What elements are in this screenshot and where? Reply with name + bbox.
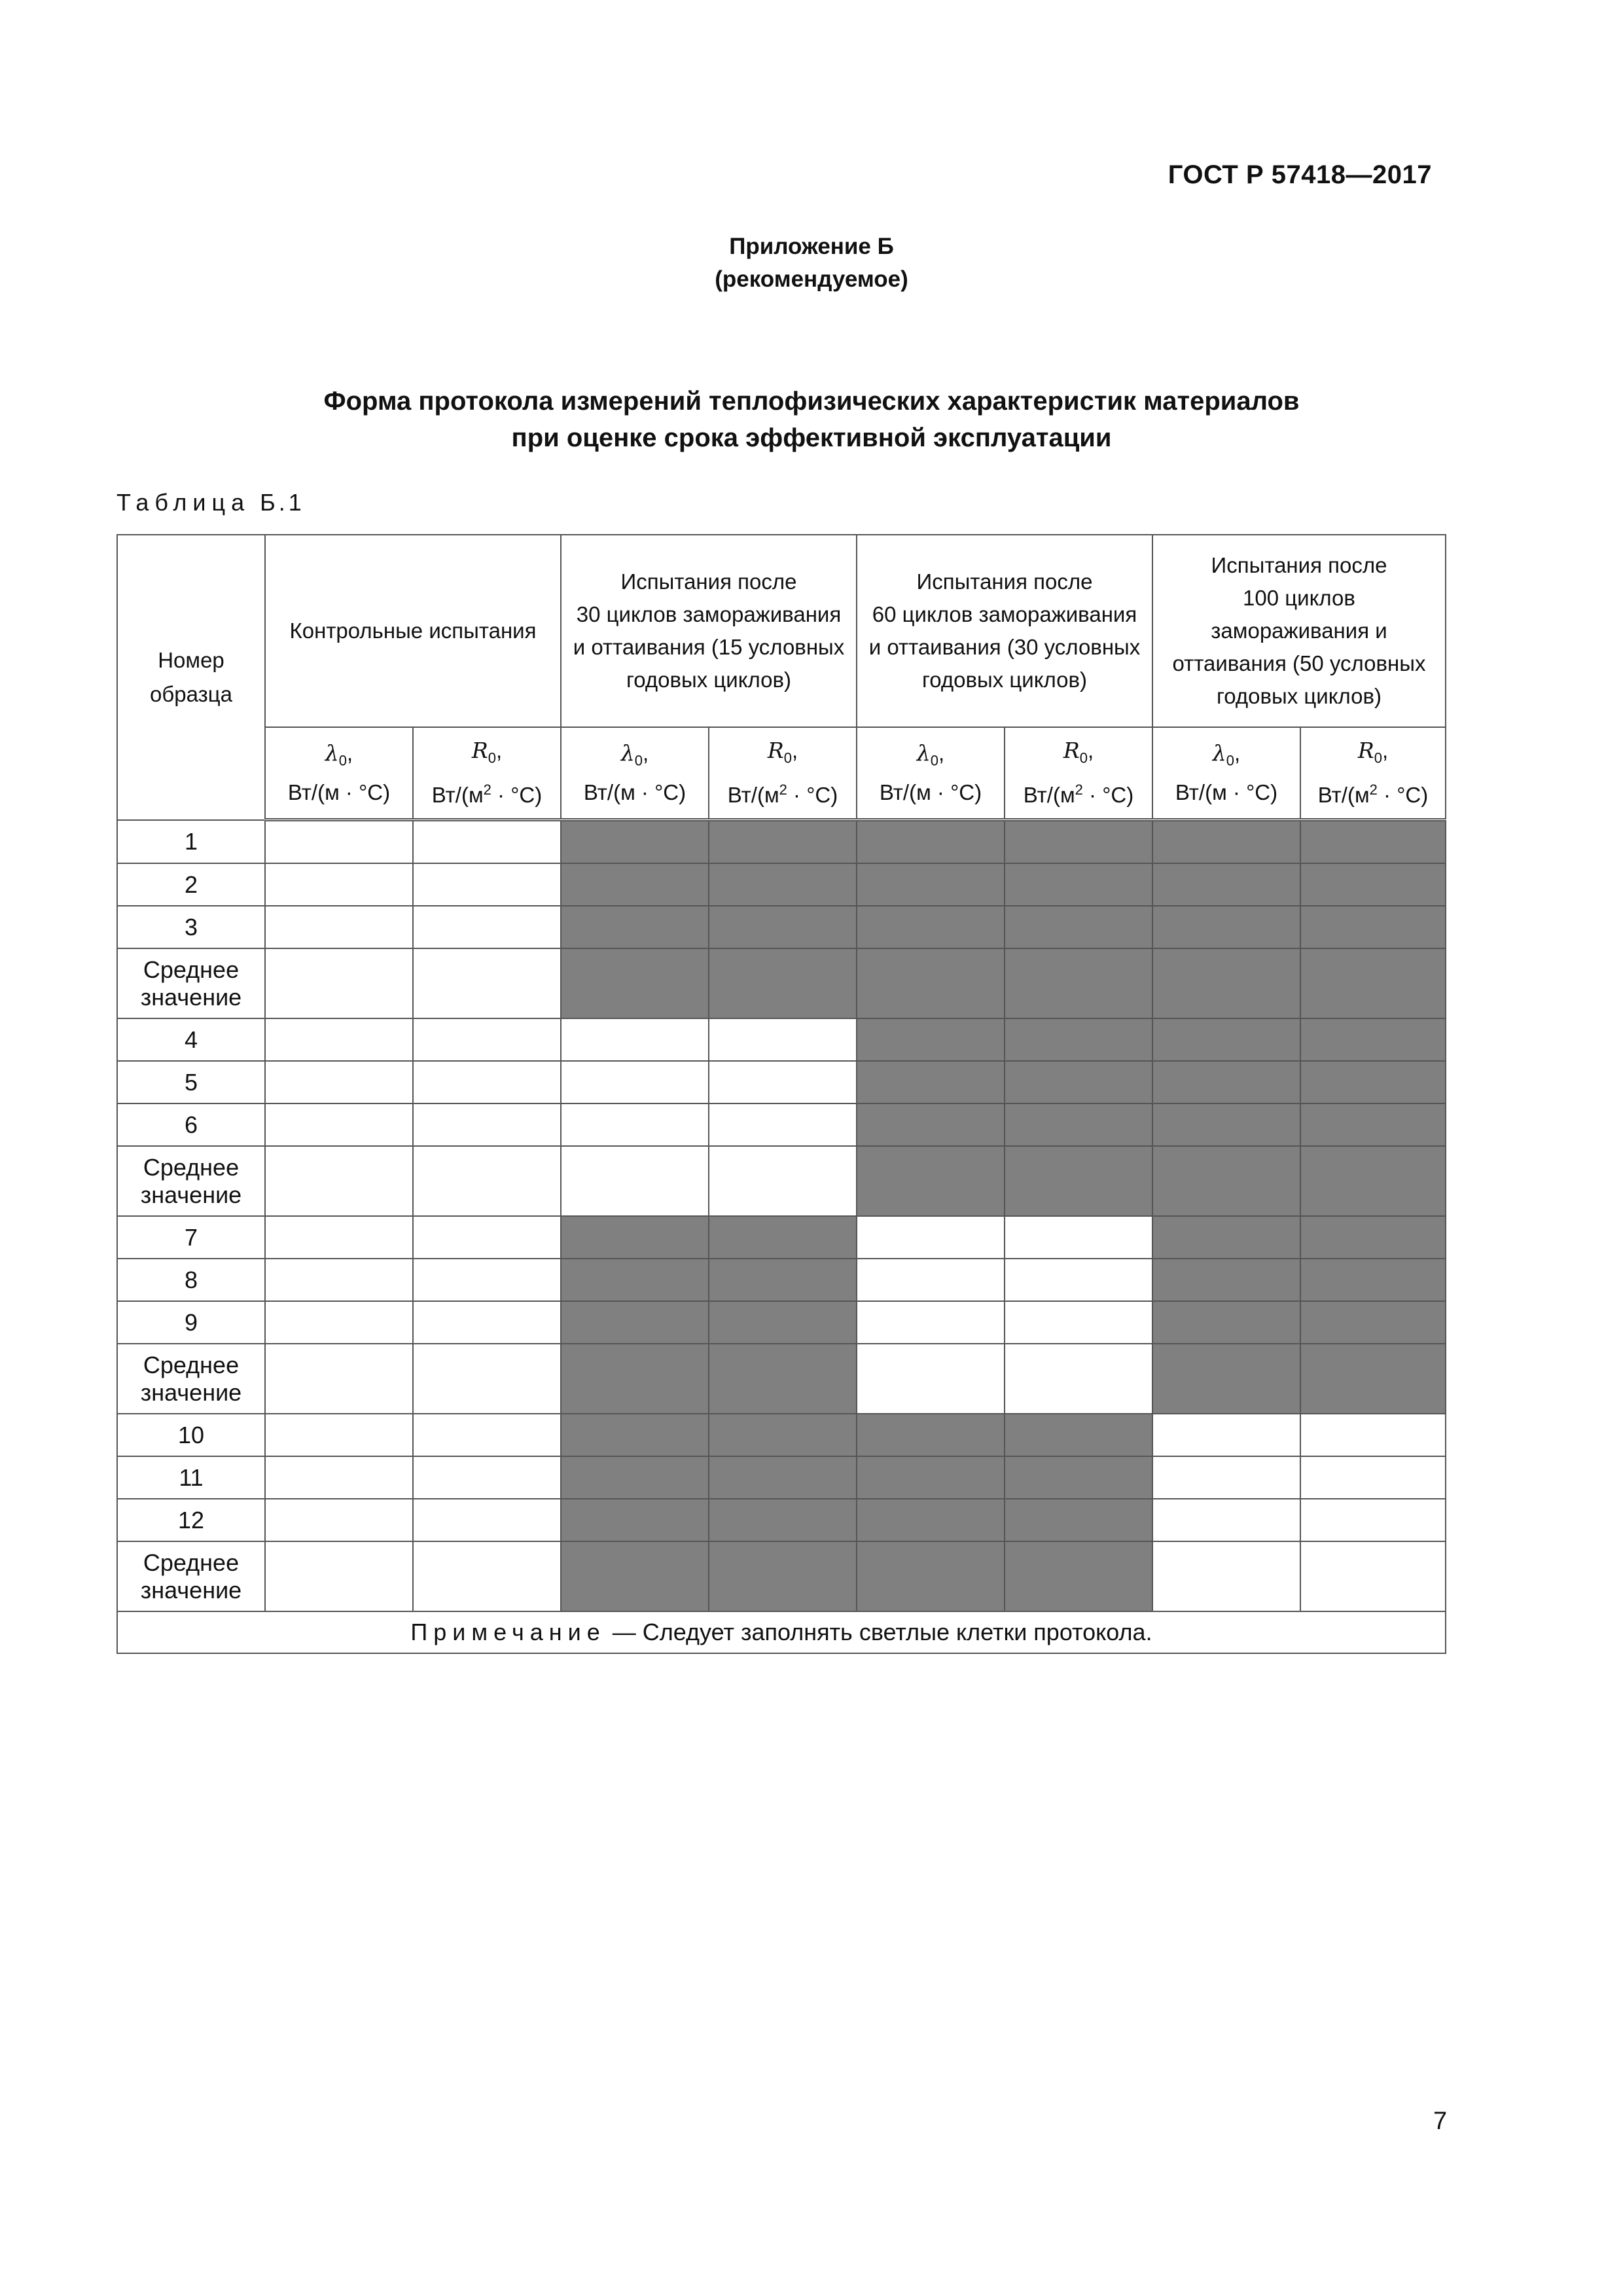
shaded-cell	[1005, 1499, 1152, 1541]
shaded-cell	[1005, 1146, 1152, 1216]
group-header-control	[265, 535, 561, 727]
lambda-unit: Вт/(м · °С)	[879, 780, 982, 804]
group-header-30-cycles	[561, 535, 857, 727]
shaded-cell	[1005, 1018, 1152, 1061]
shaded-cell	[709, 948, 857, 1018]
lambda-entry-cell[interactable]	[265, 1499, 413, 1541]
resistance-entry-cell[interactable]	[413, 1499, 561, 1541]
protocol-table	[116, 534, 1446, 1654]
lambda-unit: Вт/(м · °С)	[1175, 780, 1278, 804]
sample-row	[117, 820, 1446, 864]
shaded-cell	[857, 1456, 1005, 1499]
shaded-cell	[857, 1541, 1005, 1611]
lambda-entry-cell[interactable]	[857, 1216, 1005, 1259]
sample-row	[117, 1456, 1446, 1499]
lambda-entry-cell[interactable]	[265, 1061, 413, 1103]
shaded-cell	[709, 1259, 857, 1301]
shaded-cell	[561, 1541, 709, 1611]
sample-number: 6	[117, 1103, 265, 1146]
group-header-line: годовых циклов)	[921, 668, 1088, 692]
shaded-cell	[1152, 1146, 1300, 1216]
shaded-cell	[561, 1259, 709, 1301]
lambda-entry-cell[interactable]	[265, 863, 413, 906]
shaded-cell	[1152, 1061, 1300, 1103]
resistance-unit: $Вт/(м^2 \cdot ^\circ С)$	[1317, 781, 1429, 807]
lambda-entry-cell[interactable]	[265, 820, 413, 864]
gost-code: ГОСТ Р 57418—2017	[1168, 160, 1432, 189]
shaded-cell	[709, 1301, 857, 1344]
shaded-cell	[709, 863, 857, 906]
lambda-entry-cell[interactable]	[265, 1414, 413, 1456]
resistance-entry-cell[interactable]	[413, 1061, 561, 1103]
sample-number: 7	[117, 1216, 265, 1259]
resistance-entry-cell[interactable]	[413, 820, 561, 864]
document-title	[0, 383, 1623, 456]
group-header-100-cycles	[1152, 535, 1446, 727]
lambda-entry-cell[interactable]	[1152, 1499, 1300, 1541]
group-header-60-cycles	[857, 535, 1152, 727]
resistance-entry-cell[interactable]	[709, 1103, 857, 1146]
table-caption-word: Таблица	[116, 489, 251, 516]
shaded-cell	[1300, 1018, 1446, 1061]
shaded-cell	[709, 1414, 857, 1456]
resistance-entry-cell[interactable]	[413, 1456, 561, 1499]
mean-label	[117, 1344, 265, 1414]
shaded-cell	[857, 1103, 1005, 1146]
lambda-unit: Вт/(м · °С)	[583, 780, 687, 804]
document-title-line-2: при оценке срока эффективной эксплуатации	[511, 423, 1112, 452]
shaded-cell	[1300, 906, 1446, 948]
lambda-entry-cell[interactable]	[265, 906, 413, 948]
shaded-cell	[1152, 1344, 1300, 1414]
appendix-title: Приложение Б	[729, 234, 894, 259]
lambda-unit-header	[561, 727, 709, 820]
resistance-entry-cell[interactable]	[413, 1541, 561, 1611]
group-header-line: и оттаивания (15 условных	[573, 635, 845, 659]
shaded-cell	[709, 1456, 857, 1499]
resistance-entry-cell[interactable]	[413, 948, 561, 1018]
lambda-entry-cell[interactable]	[265, 1103, 413, 1146]
sample-row	[117, 1499, 1446, 1541]
sample-row	[117, 1061, 1446, 1103]
mean-label-line: Среднее	[143, 1351, 240, 1378]
sample-row	[117, 1216, 1446, 1259]
shaded-cell	[1300, 1146, 1446, 1216]
lambda-entry-cell[interactable]	[265, 1259, 413, 1301]
resistance-unit-header	[709, 727, 857, 820]
shaded-cell	[1152, 863, 1300, 906]
shaded-cell	[709, 906, 857, 948]
shaded-cell	[1005, 948, 1152, 1018]
sample-row	[117, 1018, 1446, 1061]
shaded-cell	[561, 820, 709, 864]
note-row	[117, 1611, 1446, 1653]
mean-row	[117, 1541, 1446, 1611]
shaded-cell	[1300, 820, 1446, 864]
resistance-entry-cell[interactable]	[413, 863, 561, 906]
sample-header-line: Номер	[158, 647, 224, 672]
group-header-line: и оттаивания (30 условных	[868, 635, 1141, 659]
note-text: — Следует заполнять светлые клетки протокола.	[605, 1619, 1152, 1645]
shaded-cell	[709, 1499, 857, 1541]
shaded-cell	[1005, 906, 1152, 948]
sample-row	[117, 1103, 1446, 1146]
lambda-entry-cell[interactable]	[561, 1103, 709, 1146]
group-header-line: 60 циклов замораживания	[872, 602, 1137, 626]
shaded-cell	[561, 1344, 709, 1414]
lambda-unit-header	[857, 727, 1005, 820]
appendix-status: (рекомендуемое)	[715, 266, 908, 292]
shaded-cell	[709, 1216, 857, 1259]
shaded-cell	[1005, 1103, 1152, 1146]
resistance-entry-cell[interactable]	[1005, 1259, 1152, 1301]
lambda-entry-cell[interactable]	[857, 1301, 1005, 1344]
lambda-entry-cell[interactable]	[1152, 1541, 1300, 1611]
lambda-entry-cell[interactable]	[265, 1344, 413, 1414]
shaded-cell	[561, 948, 709, 1018]
shaded-cell	[857, 1018, 1005, 1061]
mean-label-line: Среднее	[143, 956, 240, 983]
shaded-cell	[857, 1499, 1005, 1541]
lambda-symbol: $\lambda_0$,	[1212, 740, 1241, 769]
shaded-cell	[1005, 1456, 1152, 1499]
lambda-unit-header	[1152, 727, 1300, 820]
mean-label-line: значение	[140, 983, 242, 1011]
shaded-cell	[561, 1499, 709, 1541]
resistance-entry-cell[interactable]	[1005, 1344, 1152, 1414]
shaded-cell	[1152, 820, 1300, 864]
shaded-cell	[709, 1344, 857, 1414]
resistance-entry-cell[interactable]	[413, 1259, 561, 1301]
resistance-entry-cell[interactable]	[1300, 1414, 1446, 1456]
group-header-line: оттаивания (50 условных	[1172, 651, 1426, 675]
shaded-cell	[1300, 1344, 1446, 1414]
mean-label	[117, 1541, 265, 1611]
mean-label	[117, 1146, 265, 1216]
lambda-symbol: $\lambda_0$,	[916, 740, 945, 769]
resistance-entry-cell[interactable]	[413, 906, 561, 948]
sample-number: 5	[117, 1061, 265, 1103]
resistance-entry-cell[interactable]	[413, 1344, 561, 1414]
mean-label-line: Среднее	[143, 1153, 240, 1181]
shaded-cell	[1005, 863, 1152, 906]
lambda-entry-cell[interactable]	[561, 1061, 709, 1103]
appendix-heading	[0, 230, 1623, 296]
group-header-line: 100 циклов	[1243, 586, 1355, 610]
shaded-cell	[1152, 1259, 1300, 1301]
resistance-entry-cell[interactable]	[413, 1301, 561, 1344]
mean-label-line: значение	[140, 1378, 242, 1406]
shaded-cell	[1300, 1259, 1446, 1301]
group-header-line: годовых циклов)	[1216, 684, 1382, 708]
mean-label-line: Среднее	[143, 1549, 240, 1576]
mean-label-line: значение	[140, 1181, 242, 1208]
sample-number: 10	[117, 1414, 265, 1456]
lambda-entry-cell[interactable]	[561, 1018, 709, 1061]
group-header-line: Испытания после	[620, 569, 797, 594]
shaded-cell	[561, 1216, 709, 1259]
shaded-cell	[561, 1456, 709, 1499]
shaded-cell	[1300, 948, 1446, 1018]
shaded-cell	[561, 1301, 709, 1344]
shaded-cell	[1152, 1216, 1300, 1259]
shaded-cell	[561, 1414, 709, 1456]
table-caption-number: Б.1	[260, 489, 305, 516]
table-caption	[116, 489, 305, 516]
shaded-cell	[857, 1146, 1005, 1216]
group-header-line: замораживания и	[1211, 619, 1387, 643]
lambda-symbol: $\lambda_0$,	[620, 740, 649, 769]
sample-number: 3	[117, 906, 265, 948]
lambda-entry-cell[interactable]	[857, 1344, 1005, 1414]
shaded-cell	[709, 820, 857, 864]
resistance-unit: $Вт/(м^2 \cdot ^\circ С)$	[727, 781, 838, 807]
resistance-unit: $Вт/(м^2 \cdot ^\circ С)$	[1023, 781, 1134, 807]
shaded-cell	[1152, 906, 1300, 948]
sample-row	[117, 1301, 1446, 1344]
mean-label	[117, 948, 265, 1018]
resistance-entry-cell[interactable]	[709, 1061, 857, 1103]
group-header-line: Испытания после	[916, 569, 1093, 594]
sample-row	[117, 863, 1446, 906]
shaded-cell	[1005, 820, 1152, 864]
shaded-cell	[1005, 1061, 1152, 1103]
page-number: 7	[1433, 2108, 1448, 2135]
sample-number: 12	[117, 1499, 265, 1541]
shaded-cell	[561, 906, 709, 948]
resistance-unit-header	[1300, 727, 1446, 820]
shaded-cell	[857, 820, 1005, 864]
lambda-unit: Вт/(м · °С)	[287, 780, 391, 804]
table-note	[117, 1611, 1446, 1653]
shaded-cell	[1300, 1103, 1446, 1146]
shaded-cell	[709, 1541, 857, 1611]
resistance-unit-header	[1005, 727, 1152, 820]
mean-row	[117, 1146, 1446, 1216]
resistance-symbol: $R_0$,	[767, 738, 798, 766]
shaded-cell	[1152, 1301, 1300, 1344]
shaded-cell	[1300, 863, 1446, 906]
shaded-cell	[1300, 1301, 1446, 1344]
group-header-line: годовых циклов)	[626, 668, 792, 692]
lambda-entry-cell[interactable]	[561, 1146, 709, 1216]
sample-row	[117, 1259, 1446, 1301]
sample-row	[117, 906, 1446, 948]
resistance-entry-cell[interactable]	[1300, 1456, 1446, 1499]
resistance-entry-cell[interactable]	[709, 1018, 857, 1061]
shaded-cell	[857, 906, 1005, 948]
group-header-line: Испытания после	[1211, 553, 1387, 577]
lambda-entry-cell[interactable]	[265, 1541, 413, 1611]
resistance-entry-cell[interactable]	[413, 1018, 561, 1061]
sample-number: 4	[117, 1018, 265, 1061]
shaded-cell	[857, 1414, 1005, 1456]
resistance-symbol: $R_0$,	[1063, 738, 1094, 766]
sample-number: 1	[117, 820, 265, 864]
note-word: Примечание	[410, 1619, 606, 1645]
resistance-unit-header	[413, 727, 561, 820]
resistance-entry-cell[interactable]	[1300, 1541, 1446, 1611]
lambda-entry-cell[interactable]	[265, 1456, 413, 1499]
sample-header-line: образца	[150, 681, 232, 706]
resistance-entry-cell[interactable]	[1300, 1499, 1446, 1541]
shaded-cell	[857, 1061, 1005, 1103]
mean-row	[117, 948, 1446, 1018]
sample-row	[117, 1414, 1446, 1456]
sample-number: 11	[117, 1456, 265, 1499]
mean-row	[117, 1344, 1446, 1414]
sample-number: 9	[117, 1301, 265, 1344]
shaded-cell	[1300, 1216, 1446, 1259]
shaded-cell	[1152, 1018, 1300, 1061]
resistance-symbol: $R_0$,	[471, 738, 503, 766]
resistance-entry-cell[interactable]	[1005, 1216, 1152, 1259]
resistance-entry-cell[interactable]	[413, 1103, 561, 1146]
shaded-cell	[1005, 1541, 1152, 1611]
sample-number-header	[117, 535, 265, 820]
shaded-cell	[1152, 948, 1300, 1018]
resistance-entry-cell[interactable]	[709, 1146, 857, 1216]
resistance-entry-cell[interactable]	[413, 1216, 561, 1259]
shaded-cell	[561, 863, 709, 906]
sample-number: 2	[117, 863, 265, 906]
shaded-cell	[857, 863, 1005, 906]
lambda-symbol: $\lambda_0$,	[325, 740, 353, 769]
shaded-cell	[857, 948, 1005, 1018]
lambda-entry-cell[interactable]	[265, 1301, 413, 1344]
lambda-entry-cell[interactable]	[1152, 1414, 1300, 1456]
lambda-entry-cell[interactable]	[857, 1259, 1005, 1301]
group-header-line: 30 циклов замораживания	[576, 602, 842, 626]
resistance-symbol: $R_0$,	[1357, 738, 1389, 766]
sample-number: 8	[117, 1259, 265, 1301]
mean-label-line: значение	[140, 1576, 242, 1604]
lambda-entry-cell[interactable]	[265, 1216, 413, 1259]
lambda-entry-cell[interactable]	[265, 948, 413, 1018]
shaded-cell	[1300, 1061, 1446, 1103]
lambda-entry-cell[interactable]	[265, 1018, 413, 1061]
shaded-cell	[1005, 1414, 1152, 1456]
shaded-cell	[1152, 1103, 1300, 1146]
lambda-unit-header	[265, 727, 413, 820]
lambda-entry-cell[interactable]	[265, 1146, 413, 1216]
group-header-line: Контрольные испытания	[289, 619, 537, 643]
resistance-entry-cell[interactable]	[413, 1414, 561, 1456]
document-title-line-1: Форма протокола измерений теплофизических характеристик материалов	[323, 387, 1300, 416]
resistance-entry-cell[interactable]	[413, 1146, 561, 1216]
resistance-unit: $Вт/(м^2 \cdot ^\circ С)$	[431, 781, 543, 807]
lambda-entry-cell[interactable]	[1152, 1456, 1300, 1499]
resistance-entry-cell[interactable]	[1005, 1301, 1152, 1344]
